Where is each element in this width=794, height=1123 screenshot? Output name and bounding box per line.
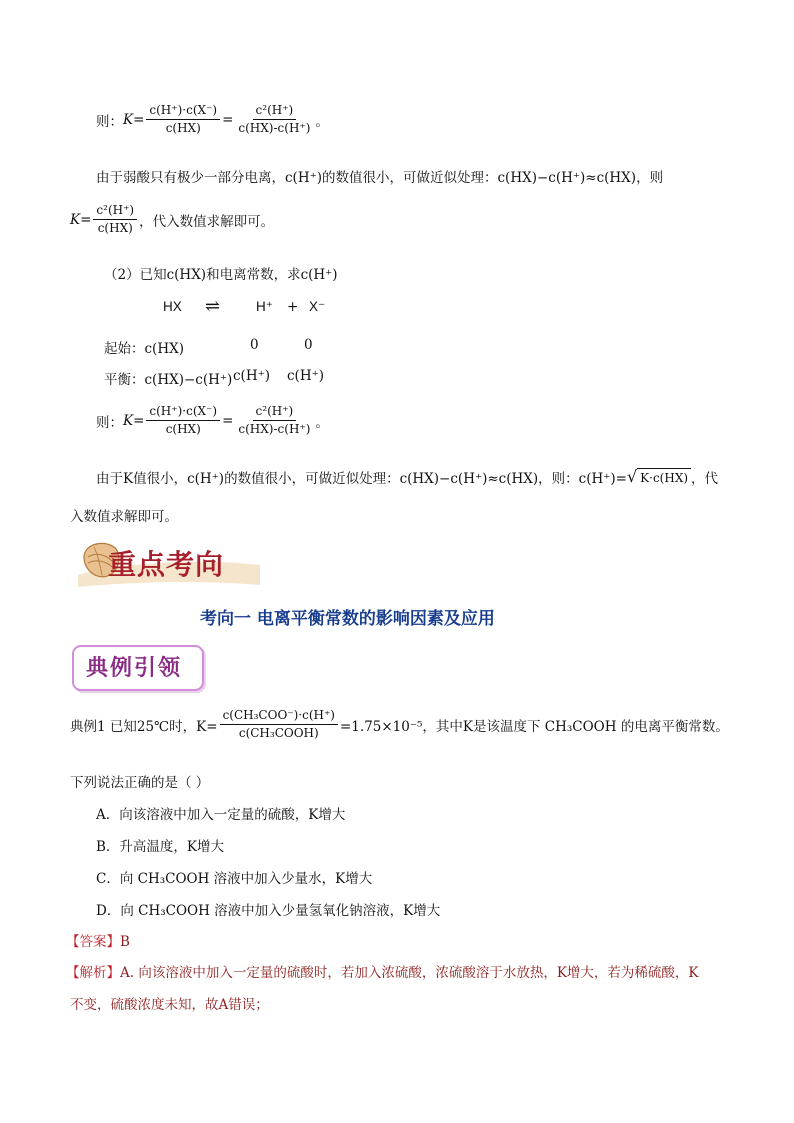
formula-k-symbol: K <box>123 111 134 128</box>
reaction-lhs: HX <box>163 299 182 314</box>
option-d: D．向 CH₃COOH 溶液中加入少量氢氧化钠溶液，K增大 <box>96 903 441 919</box>
row-start-label: 起始：c(HX) <box>104 341 184 357</box>
paragraph-approximation: 由于弱酸只有极少一部分电离，c(H⁺)的数值很小，可做近似处理：c(HX)−c(H⁺)≈c(HX)，则 <box>96 170 664 186</box>
fraction-4 <box>146 404 220 437</box>
formula-equals: = <box>222 412 234 429</box>
sqrt-body: K·c(HX) <box>637 468 691 486</box>
fraction-numerator: c²(H⁺) <box>253 103 297 120</box>
formula-equals: = <box>80 211 92 228</box>
formula-prefix: 则： <box>96 113 123 130</box>
formula-k-ionization-2 <box>96 404 329 437</box>
fraction-denominator: c(HX) <box>165 422 201 436</box>
row-start-value-x: 0 <box>304 337 313 353</box>
formula-k-approx <box>70 203 274 236</box>
analysis-line-2: 不变，硫酸浓度未知，故A错误； <box>70 997 269 1013</box>
example-label: 典例引领 <box>86 656 183 681</box>
formula-equals: = <box>222 111 234 128</box>
answer-label: 【答案】 <box>66 934 120 950</box>
reaction-plus: + <box>287 299 299 315</box>
answer-line <box>66 930 130 950</box>
row-start-value-h: 0 <box>250 337 259 353</box>
paragraph-text: 由于K值很小，c(H⁺)的数值很小，可做近似处理：c(HX)−c(H⁺)≈c(HX)，则：c(H⁺)= <box>96 471 627 487</box>
example-tail: =1.75×10⁻⁵，其中K是该温度下 CH₃COOH 的电离平衡常数。 <box>340 718 729 735</box>
fraction-numerator: c²(H⁺) <box>253 404 297 421</box>
analysis-label: 【解析】 <box>66 965 120 981</box>
answer-value: B <box>120 934 130 950</box>
formula-equals: = <box>133 412 145 429</box>
analysis-line-1 <box>66 961 699 981</box>
fraction-5 <box>235 404 313 437</box>
example-question: 下列说法正确的是（ ） <box>70 775 210 791</box>
sqrt-expression <box>627 468 691 486</box>
banner-title: 重点考向 <box>108 548 225 581</box>
fraction-denominator: c(HX) <box>97 221 133 235</box>
reaction-rhs-x: X⁻ <box>309 299 326 314</box>
fraction-denominator: c(HX) <box>165 121 201 135</box>
analysis-text: A. 向该溶液中加入一定量的硫酸时，若加入浓硫酸，浓硫酸溶于水放热，K增大，若为稀硫酸，K <box>120 965 699 981</box>
fraction-2 <box>235 103 313 136</box>
paragraph-line2: 入数值求解即可。 <box>70 509 178 525</box>
formula-k-ionization-1 <box>96 103 329 136</box>
formula-prefix: 则： <box>96 414 123 431</box>
paragraph-text-tail: ，代 <box>691 471 719 487</box>
formula-tail: ，代入数值求解即可。 <box>139 213 275 230</box>
formula-k-symbol: K <box>70 211 81 228</box>
sqrt-icon: √ <box>626 467 638 486</box>
reaction-rhs-h: H⁺ <box>256 299 273 314</box>
fraction-denominator: c(HX)-c(H⁺) <box>238 422 311 436</box>
fraction-denominator: c(CH₃COOH) <box>238 726 319 740</box>
option-a: A．向该溶液中加入一定量的硫酸，K增大 <box>96 807 346 823</box>
formula-equals: = <box>133 111 145 128</box>
row-eq-label: 平衡：c(HX)−c(H⁺) <box>104 372 233 388</box>
fraction-numerator: c(H⁺)·c(X⁻) <box>146 103 220 120</box>
fraction-numerator: c(H⁺)·c(X⁻) <box>146 404 220 421</box>
fraction-example <box>220 708 338 741</box>
paragraph-sqrt-approx <box>96 467 718 487</box>
fraction-3 <box>93 203 137 236</box>
fraction-denominator: c(HX)-c(H⁺) <box>238 121 311 135</box>
section-title: 考向一 电离平衡常数的影响因素及应用 <box>200 609 495 629</box>
row-eq-value-h: c(H⁺) <box>233 368 270 384</box>
fraction-numerator: c²(H⁺) <box>93 203 137 220</box>
reaction-arrow: ⇌ <box>205 296 221 317</box>
fraction-1 <box>146 103 220 136</box>
row-eq-value-x: c(H⁺) <box>287 368 324 384</box>
example-1-statement <box>70 708 729 741</box>
formula-end: 。 <box>315 414 329 431</box>
subheading-known-chx: （2）已知c(HX)和电离常数，求c(H⁺) <box>104 267 338 283</box>
option-c: C．向 CH₃COOH 溶液中加入少量水，K增大 <box>96 871 373 887</box>
fraction-numerator: c(CH₃COO⁻)·c(H⁺) <box>220 708 338 725</box>
option-b: B．升高温度，K增大 <box>96 839 225 855</box>
example-lead: 典例1 已知25℃时，K= <box>70 718 218 735</box>
formula-end: 。 <box>315 113 329 130</box>
formula-k-symbol: K <box>123 412 134 429</box>
